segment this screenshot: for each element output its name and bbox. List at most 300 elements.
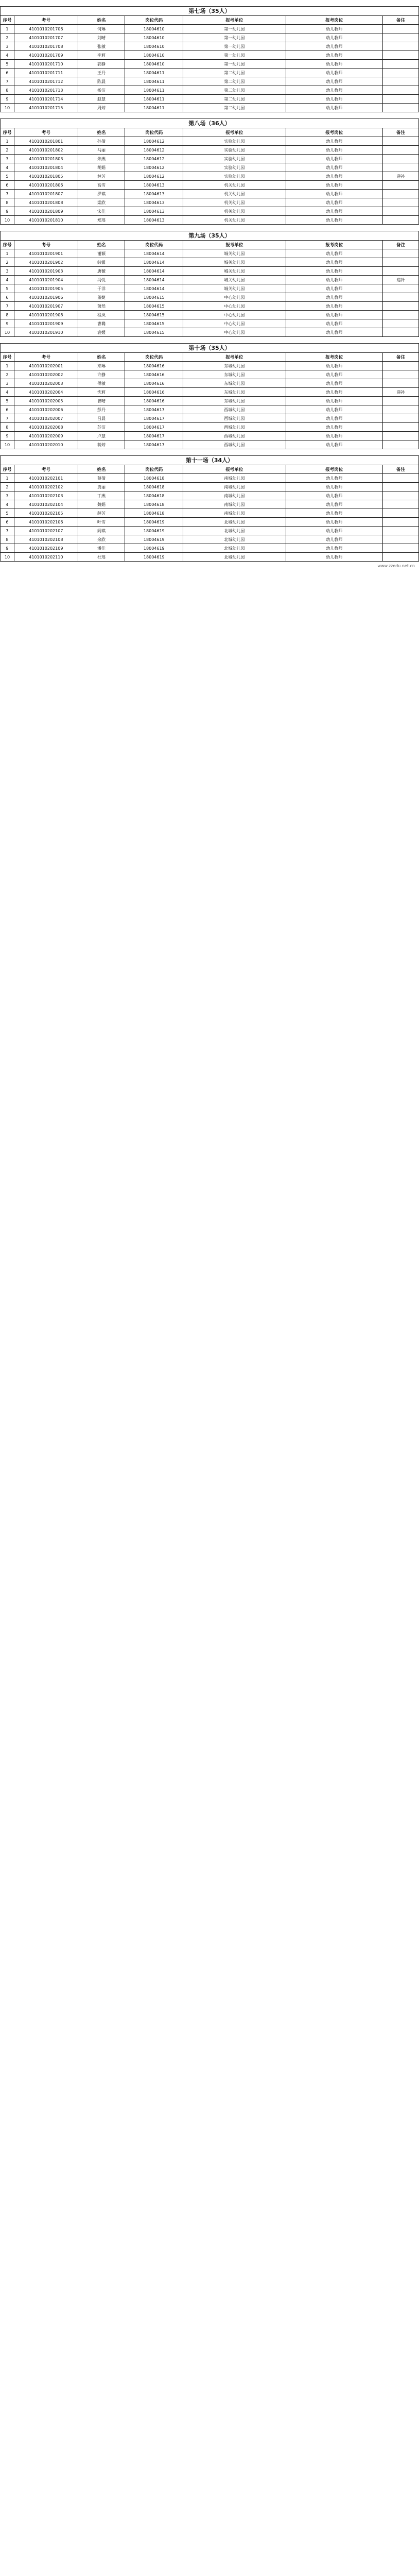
table-cell: 18004619 [125, 535, 183, 544]
table-cell: 18004615 [125, 293, 183, 302]
table-cell: 18004613 [125, 198, 183, 207]
table-cell: 10 [1, 104, 14, 112]
table-cell: 1 [1, 362, 14, 370]
table-cell: 10 [1, 553, 14, 562]
table-cell: 幼儿教师 [286, 284, 382, 293]
table-cell: 10 [1, 440, 14, 449]
table-cell [382, 69, 418, 77]
table-row [1, 518, 419, 527]
table-cell [382, 432, 418, 440]
table-cell: 叶雪 [78, 518, 125, 527]
table-cell [382, 86, 418, 95]
table-row [1, 474, 419, 483]
table-cell: 4101010201909 [14, 319, 78, 328]
table-cell [382, 553, 418, 562]
table-cell: 18004616 [125, 379, 183, 388]
table-cell: 18004615 [125, 319, 183, 328]
column-header: 备注 [382, 465, 418, 474]
table-cell: 18004614 [125, 276, 183, 284]
table-cell: 幼儿教师 [286, 146, 382, 155]
table-row [1, 423, 419, 432]
table-row [1, 137, 419, 146]
column-header: 序号 [1, 241, 14, 249]
table-cell: 4 [1, 51, 14, 60]
column-header: 岗位代码 [125, 241, 183, 249]
roster-table [0, 465, 419, 562]
table-cell: 4101010201902 [14, 258, 78, 267]
table-cell: 18004617 [125, 423, 183, 432]
table-cell: 西城幼儿园 [183, 440, 286, 449]
table-cell [382, 500, 418, 509]
column-header: 岗位代码 [125, 16, 183, 25]
column-header: 姓名 [78, 465, 125, 474]
table-cell [382, 95, 418, 104]
table-cell: 中心幼儿园 [183, 328, 286, 337]
section-title: 第十场（35人） [0, 343, 419, 352]
table-cell: 幼儿教师 [286, 155, 382, 163]
roster-table [0, 128, 419, 225]
table-cell [382, 379, 418, 388]
table-row [1, 172, 419, 181]
table-row [1, 362, 419, 370]
table-cell: 幼儿教师 [286, 104, 382, 112]
table-row [1, 293, 419, 302]
table-cell: 18004612 [125, 146, 183, 155]
table-cell: 幼儿教师 [286, 370, 382, 379]
table-cell: 城关幼儿园 [183, 284, 286, 293]
table-cell: 4101010202001 [14, 362, 78, 370]
table-cell: 王丹 [78, 69, 125, 77]
table-cell: 北城幼儿园 [183, 518, 286, 527]
table-cell [382, 137, 418, 146]
table-cell: 4101010201804 [14, 163, 78, 172]
table-cell: 机关幼儿园 [183, 216, 286, 225]
table-cell: 18004617 [125, 414, 183, 423]
table-cell [382, 146, 418, 155]
table-cell: 4101010202101 [14, 474, 78, 483]
column-header: 岗位代码 [125, 128, 183, 137]
table-cell: 4101010201906 [14, 293, 78, 302]
table-cell: 第二幼儿园 [183, 104, 286, 112]
table-cell: 4101010201901 [14, 249, 78, 258]
table-cell: 第二幼儿园 [183, 86, 286, 95]
table-cell: 18004614 [125, 249, 183, 258]
table-row [1, 258, 419, 267]
table-cell: 东城幼儿园 [183, 388, 286, 397]
column-header: 报考岗位 [286, 16, 382, 25]
table-cell [382, 474, 418, 483]
roster-table [0, 240, 419, 337]
table-cell: 递补 [382, 276, 418, 284]
table-cell: 幼儿教师 [286, 293, 382, 302]
table-cell [382, 198, 418, 207]
table-cell: 吕晨 [78, 414, 125, 423]
table-cell: 4101010201712 [14, 77, 78, 86]
table-cell: 第一幼儿园 [183, 42, 286, 51]
table-row [1, 414, 419, 423]
table-cell: 幼儿教师 [286, 198, 382, 207]
table-cell: 李莉 [78, 51, 125, 60]
table-cell: 幼儿教师 [286, 60, 382, 69]
column-header: 考号 [14, 353, 78, 362]
table-cell: 幼儿教师 [286, 51, 382, 60]
table-row [1, 86, 419, 95]
table-row [1, 500, 419, 509]
table-cell: 幼儿教师 [286, 77, 382, 86]
table-cell: 2 [1, 33, 14, 42]
table-cell: 南城幼儿园 [183, 492, 286, 500]
table-cell: 刘晴 [78, 33, 125, 42]
table-cell: 3 [1, 42, 14, 51]
table-cell: 4101010202009 [14, 432, 78, 440]
table-cell: 幼儿教师 [286, 249, 382, 258]
table-cell: 18004610 [125, 25, 183, 33]
table-cell: 18004611 [125, 86, 183, 95]
column-header: 报考单位 [183, 241, 286, 249]
table-cell: 周婷 [78, 104, 125, 112]
table-cell: 2 [1, 258, 14, 267]
table-cell [382, 362, 418, 370]
table-cell: 城关幼儿园 [183, 276, 286, 284]
table-cell: 18004617 [125, 432, 183, 440]
table-cell: 18004614 [125, 267, 183, 276]
table-cell: 幼儿教师 [286, 423, 382, 432]
table-cell: 幼儿教师 [286, 535, 382, 544]
table-cell: 递补 [382, 388, 418, 397]
table-cell: 18004618 [125, 509, 183, 518]
table-cell: 薛芳 [78, 509, 125, 518]
roster-table [0, 15, 419, 112]
table-cell: 18004610 [125, 51, 183, 60]
table-cell [382, 104, 418, 112]
table-row [1, 163, 419, 172]
table-cell: 18004617 [125, 440, 183, 449]
table-cell: 5 [1, 172, 14, 181]
table-cell: 3 [1, 492, 14, 500]
table-row [1, 379, 419, 388]
table-cell: 苏洁 [78, 423, 125, 432]
table-cell: 幼儿教师 [286, 69, 382, 77]
column-header: 序号 [1, 353, 14, 362]
table-cell: 袁媛 [78, 328, 125, 337]
table-cell: 18004612 [125, 137, 183, 146]
table-cell: 幼儿教师 [286, 509, 382, 518]
column-header: 序号 [1, 16, 14, 25]
table-cell: 4101010201706 [14, 25, 78, 33]
table-cell: 幼儿教师 [286, 440, 382, 449]
table-cell: 东城幼儿园 [183, 397, 286, 405]
column-header: 序号 [1, 128, 14, 137]
column-header: 备注 [382, 128, 418, 137]
table-cell: 第二幼儿园 [183, 95, 286, 104]
table-cell: 第一幼儿园 [183, 51, 286, 60]
table-cell: 幼儿教师 [286, 190, 382, 198]
table-cell: 幼儿教师 [286, 362, 382, 370]
table-cell: 4101010201905 [14, 284, 78, 293]
table-cell: 幼儿教师 [286, 33, 382, 42]
table-cell: 1 [1, 249, 14, 258]
table-cell: 4101010201801 [14, 137, 78, 146]
table-cell: 北城幼儿园 [183, 544, 286, 553]
table-cell: 18004611 [125, 69, 183, 77]
column-header: 报考岗位 [286, 128, 382, 137]
table-cell: 4101010202006 [14, 405, 78, 414]
table-cell [382, 216, 418, 225]
table-cell: 4101010202107 [14, 527, 78, 535]
table-cell: 中心幼儿园 [183, 302, 286, 311]
table-cell: 幼儿教师 [286, 181, 382, 190]
table-cell: 幼儿教师 [286, 276, 382, 284]
table-cell: 幼儿教师 [286, 432, 382, 440]
table-cell: 4101010201709 [14, 51, 78, 60]
column-header: 报考岗位 [286, 353, 382, 362]
table-cell: 实验幼儿园 [183, 172, 286, 181]
table-cell: 18004614 [125, 284, 183, 293]
table-cell: 18004611 [125, 95, 183, 104]
table-cell: 4101010202005 [14, 397, 78, 405]
watermark-text: www.zzedu.net.cn [377, 564, 415, 568]
table-cell: 18004618 [125, 483, 183, 492]
table-cell: 梁欣 [78, 198, 125, 207]
table-cell: 许静 [78, 370, 125, 379]
table-cell: 9 [1, 95, 14, 104]
table-cell [382, 249, 418, 258]
table-cell: 18004610 [125, 42, 183, 51]
table-cell: 幼儿教师 [286, 86, 382, 95]
table-cell: 4101010202008 [14, 423, 78, 432]
table-header-row [1, 128, 419, 137]
table-cell: 4101010202106 [14, 518, 78, 527]
column-header: 考号 [14, 465, 78, 474]
table-cell: 5 [1, 60, 14, 69]
table-cell: 杜瑶 [78, 553, 125, 562]
table-cell: 冯悦 [78, 276, 125, 284]
table-cell: 实验幼儿园 [183, 137, 286, 146]
table-cell [382, 535, 418, 544]
table-cell [382, 414, 418, 423]
table-row [1, 388, 419, 397]
table-cell: 中心幼儿园 [183, 319, 286, 328]
table-cell: 西城幼儿园 [183, 414, 286, 423]
table-cell: 1 [1, 25, 14, 33]
table-cell: 18004616 [125, 370, 183, 379]
column-header: 报考单位 [183, 16, 286, 25]
table-cell: 4101010202002 [14, 370, 78, 379]
table-cell: 东城幼儿园 [183, 370, 286, 379]
table-cell: 9 [1, 432, 14, 440]
table-cell: 4101010201903 [14, 267, 78, 276]
table-cell [382, 42, 418, 51]
table-cell: 6 [1, 293, 14, 302]
table-cell: 18004612 [125, 155, 183, 163]
table-row [1, 104, 419, 112]
table-row [1, 155, 419, 163]
column-header: 姓名 [78, 353, 125, 362]
table-cell: 幼儿教师 [286, 483, 382, 492]
column-header: 备注 [382, 16, 418, 25]
column-header: 报考单位 [183, 353, 286, 362]
table-cell: 4101010201715 [14, 104, 78, 112]
table-cell: 7 [1, 414, 14, 423]
table-cell: 曹璐 [78, 319, 125, 328]
table-cell: 韩露 [78, 258, 125, 267]
table-cell: 幼儿教师 [286, 492, 382, 500]
table-cell: 幼儿教师 [286, 42, 382, 51]
column-header: 报考岗位 [286, 241, 382, 249]
table-row [1, 267, 419, 276]
table-cell: 幼儿教师 [286, 216, 382, 225]
table-row [1, 249, 419, 258]
table-cell: 北城幼儿园 [183, 553, 286, 562]
table-cell: 4101010201710 [14, 60, 78, 69]
table-cell: 4101010201714 [14, 95, 78, 104]
table-cell: 幼儿教师 [286, 25, 382, 33]
table-cell: 4101010201708 [14, 42, 78, 51]
table-cell: 3 [1, 155, 14, 163]
table-cell: 4101010202105 [14, 509, 78, 518]
table-row [1, 60, 419, 69]
table-cell: 18004618 [125, 492, 183, 500]
table-cell: 4101010201711 [14, 69, 78, 77]
table-cell [382, 423, 418, 432]
table-cell: 中心幼儿园 [183, 293, 286, 302]
table-cell: 18004610 [125, 60, 183, 69]
table-cell [382, 207, 418, 216]
table-cell: 幼儿教师 [286, 163, 382, 172]
table-cell [382, 319, 418, 328]
table-cell [382, 405, 418, 414]
column-header: 备注 [382, 241, 418, 249]
table-cell: 4101010202110 [14, 553, 78, 562]
table-cell: 18004616 [125, 388, 183, 397]
table-cell: 18004614 [125, 258, 183, 267]
table-cell: 2 [1, 146, 14, 155]
table-cell: 幼儿教师 [286, 172, 382, 181]
table-cell: 4101010202007 [14, 414, 78, 423]
table-cell: 丁燕 [78, 492, 125, 500]
table-cell: 幼儿教师 [286, 527, 382, 535]
table-cell: 北城幼儿园 [183, 527, 286, 535]
table-cell: 城关幼儿园 [183, 249, 286, 258]
table-row [1, 95, 419, 104]
table-cell: 7 [1, 77, 14, 86]
table-cell: 4101010201713 [14, 86, 78, 95]
table-cell: 郭静 [78, 60, 125, 69]
table-row [1, 216, 419, 225]
table-row [1, 33, 419, 42]
table-cell: 幼儿教师 [286, 553, 382, 562]
table-row [1, 483, 419, 492]
table-cell: 5 [1, 509, 14, 518]
table-cell: 第二幼儿园 [183, 69, 286, 77]
table-cell: 18004615 [125, 328, 183, 337]
table-cell: 10 [1, 216, 14, 225]
table-cell: 幼儿教师 [286, 388, 382, 397]
table-cell: 孙倩 [78, 137, 125, 146]
table-cell: 城关幼儿园 [183, 258, 286, 267]
table-cell: 7 [1, 527, 14, 535]
table-cell: 18004619 [125, 518, 183, 527]
table-cell: 幼儿教师 [286, 414, 382, 423]
table-cell: 南城幼儿园 [183, 483, 286, 492]
table-cell: 幼儿教师 [286, 302, 382, 311]
table-cell [382, 181, 418, 190]
table-cell: 机关幼儿园 [183, 198, 286, 207]
table-cell: 幼儿教师 [286, 518, 382, 527]
section-title: 第十一场（34人） [0, 455, 419, 465]
table-cell: 南城幼儿园 [183, 474, 286, 483]
table-cell: 卢慧 [78, 432, 125, 440]
table-cell: 第一幼儿园 [183, 33, 286, 42]
table-cell: 4101010201707 [14, 33, 78, 42]
table-cell: 陈晨 [78, 77, 125, 86]
section-title: 第八场（36人） [0, 118, 419, 128]
table-cell: 机关幼儿园 [183, 181, 286, 190]
table-cell: 第一幼儿园 [183, 25, 286, 33]
table-cell: 于洋 [78, 284, 125, 293]
table-cell: 西城幼儿园 [183, 423, 286, 432]
table-cell: 1 [1, 474, 14, 483]
table-cell: 4101010202104 [14, 500, 78, 509]
section-title: 第九场（35人） [0, 231, 419, 240]
table-cell: 幼儿教师 [286, 311, 382, 319]
table-cell: 18004616 [125, 362, 183, 370]
table-cell: 实验幼儿园 [183, 155, 286, 163]
table-header-row [1, 465, 419, 474]
table-row [1, 25, 419, 33]
table-cell: 林芳 [78, 172, 125, 181]
table-cell: 6 [1, 69, 14, 77]
column-header: 姓名 [78, 241, 125, 249]
table-row [1, 319, 419, 328]
table-cell: 魏娟 [78, 500, 125, 509]
table-cell: 南城幼儿园 [183, 509, 286, 518]
table-cell: 实验幼儿园 [183, 163, 286, 172]
table-cell: 4101010201809 [14, 207, 78, 216]
table-cell [382, 267, 418, 276]
table-cell: 1 [1, 137, 14, 146]
table-cell: 幼儿教师 [286, 328, 382, 337]
table-cell: 18004613 [125, 207, 183, 216]
table-cell: 18004612 [125, 163, 183, 172]
table-cell: 18004610 [125, 33, 183, 42]
column-header: 备注 [382, 353, 418, 362]
table-cell [382, 440, 418, 449]
table-cell: 18004613 [125, 190, 183, 198]
table-cell [382, 293, 418, 302]
table-row [1, 284, 419, 293]
table-cell: 4101010202108 [14, 535, 78, 544]
table-cell: 5 [1, 284, 14, 293]
table-cell: 幼儿教师 [286, 405, 382, 414]
table-cell: 4 [1, 163, 14, 172]
table-cell: 机关幼儿园 [183, 190, 286, 198]
table-cell: 18004611 [125, 77, 183, 86]
table-cell [382, 397, 418, 405]
table-cell: 递补 [382, 172, 418, 181]
table-cell: 4101010202004 [14, 388, 78, 397]
table-cell: 何琳 [78, 25, 125, 33]
table-cell: 8 [1, 311, 14, 319]
column-header: 考号 [14, 128, 78, 137]
table-cell [382, 284, 418, 293]
table-cell: 阎琪 [78, 527, 125, 535]
table-cell: 幼儿教师 [286, 258, 382, 267]
table-cell: 幼儿教师 [286, 207, 382, 216]
table-cell [382, 51, 418, 60]
table-cell: 9 [1, 207, 14, 216]
table-cell: 幼儿教师 [286, 95, 382, 104]
